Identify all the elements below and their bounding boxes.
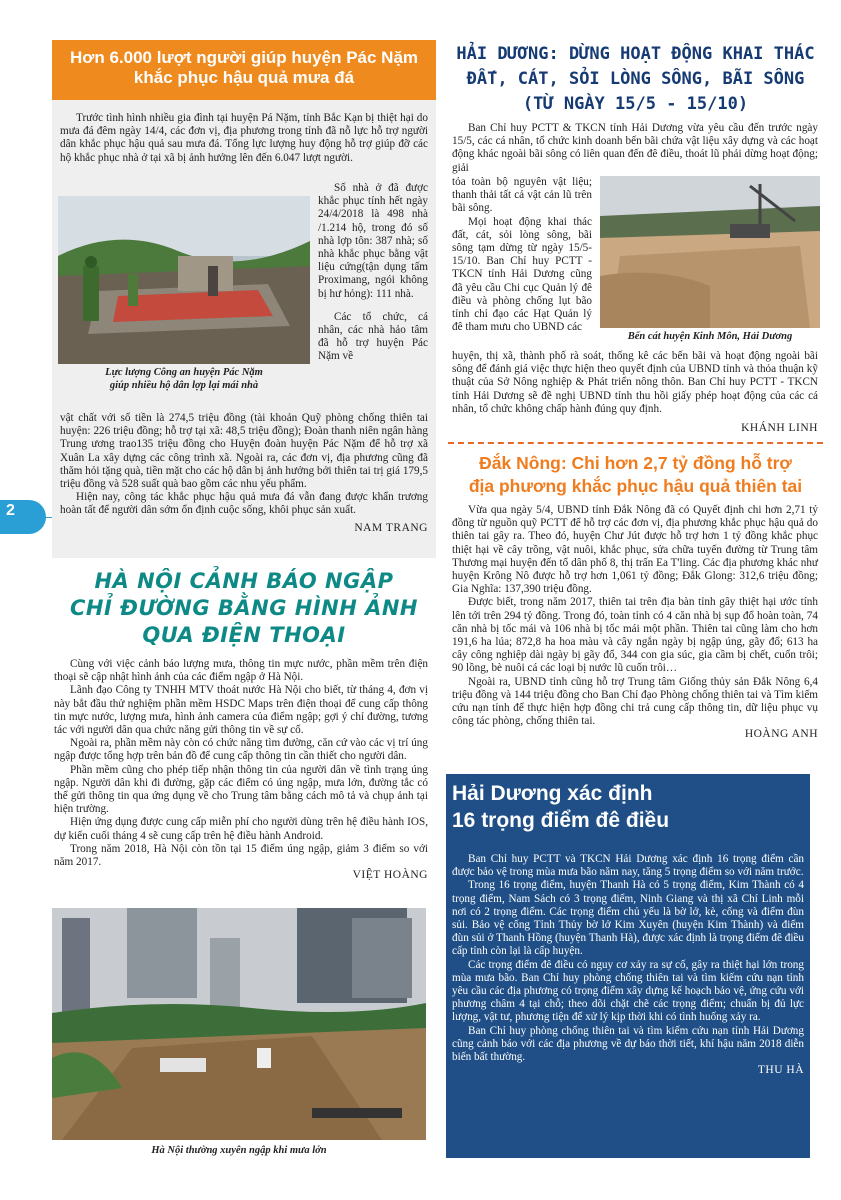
article-2-byline: VIỆT HOÀNG [352,869,428,882]
article-1-caption [58,366,310,392]
article-5-byline: THU HÀ [757,1064,804,1077]
article-1-title-line-1: Hơn 6.000 lượt người giúp huyện Pác Nặm [69,48,419,67]
article-5-title [452,780,669,834]
article-1-lead [60,112,428,165]
article-2-paragraph-4: Phần mềm cũng cho phép tiếp nhận thông tin của người dân về tình trạng úng ngập. Người dân khi đi đường, gặp các điểm có úng ngập, mưa lớn, đường tắc có thể gửi thông tin qua ứng dụng về cho Trung tâm bằng cách mô tả và chụp ảnh tại hiện trường. [54,763,428,816]
article-1-side-column [318,182,428,364]
article-1-title [52,40,436,100]
article-4-paragraph-1: Vừa qua ngày 5/4, UBND tỉnh Đắk Nông đã có Quyết định chi hơn 2,71 tỷ đồng từ nguồn quỹ PCTT để hỗ trợ các đơn vị, địa phương khắc phục hậu quả do thiên tai gây ra. Theo đó, huyện Chư Jút được hỗ trợ hơn 1 tỷ đồng khắc phục thiệt hại về cây trồng, vật nuôi, khắc phục, sửa chữa tuyến đường từ Trung tâm Thương mại huyện đến tổ dân phố 8, thị trấn Ea T'ling. Các địa phương khác như huyện Krông Nô được hỗ trợ hơn 1,061 tỷ đồng; Đắk Glong: 312,6 triệu đồng; Gia Nghĩa: 137,390 triệu đồng. [452,504,818,596]
article-1-caption-line-1: Lực lượng Công an huyện Pác Nặm [105,367,263,378]
article-2-title-line-3: QUA ĐIỆN THOẠI [142,623,346,647]
article-4-title-line-1: Đắk Nông: Chi hơn 2,7 tỷ đồng hỗ trợ [479,453,792,473]
article-2-paragraph-5: Hiện ứng dụng được cung cấp miễn phí cho người dùng trên hệ điều hành IOS, dự kiến cuối tháng 4 sẽ cung cấp trên hệ điều hành Android. [54,816,428,842]
article-3-continuation [452,350,818,435]
article-3-paragraph-1b: tỏa toàn bộ nguyên vật liệu; thanh thải tất cả vật cản lũ trên bãi sông. [452,176,592,215]
article-1-paragraph-3a: Các tổ chức, cá nhân, các nhà hảo tâm đã hỗ trợ huyện Pác Nặm về [318,310,428,363]
article-3-paragraph-1a: Ban Chỉ huy PCTT & TKCN tỉnh Hải Dương vừa yêu cầu đến trước ngày 15/5, các cá nhân, tổ chức kinh doanh bến bãi chứa vật liệu xây dựng và các hoạt động khác ngoài bãi sông có liên quan đến đê điều, thoát lũ phải dừng hoạt động; giải [452,122,818,174]
article-3-title-line-1: HẢI DƯƠNG: DỪNG HOẠT ĐỘNG KHAI THÁC [456,44,815,64]
article-5-body [452,853,804,1077]
article-1-paragraph-1: Trước tình hình nhiều gia đình tại huyện Pá Nặm, tỉnh Bắc Kạn bị thiệt hại do mưa đá đêm ngày 14/4, các đơn vị, địa phương trong tỉnh đã nỗ lực hỗ trợ người dân khắc phục hậu quả sau mưa đá. Tổng lực lượng huy động hỗ trợ giúp đỡ các hộ khắc phục nhà ở tại xã bị ảnh hưởng lên đến 6.047 lượt người. [60,112,428,164]
article-5-title-line-2: 16 trọng điểm đê điều [452,809,670,832]
article-3-caption: Bến cát huyện Kinh Môn, Hải Dương [627,331,793,342]
article-2-paragraph-3: Ngoài ra, phần mềm này còn có chức năng tìm đường, căn cứ vào các vị trí úng ngập được tổng hợp trên bản đồ để cung cấp thông tin cần thiết cho người dân. [54,737,428,763]
article-2-photo [52,908,426,1140]
article-4-paragraph-3: Ngoài ra, UBND tỉnh cũng hỗ trợ Trung tâm Giống thủy sản Đắk Nông 6,4 triệu đồng và 144 triệu đồng cho Ban Chỉ đạo Phòng chống thiên tai và Tìm kiếm cứu nạn tỉnh để thực hiện hợp đồng chi trả cung cấp thông tin, dữ liệu phục vụ công tác phòng, chống thiên tai. [452,675,818,728]
article-2-paragraph-6: Trong năm 2018, Hà Nội còn tồn tại 15 điểm úng ngập, giảm 3 điểm so với năm 2017. [54,842,428,869]
section-divider [448,442,823,444]
article-1-photo [58,196,310,364]
article-2-title-line-1: HÀ NỘI CẢNH BÁO NGẬP [94,569,394,593]
article-3-title [448,42,823,117]
article-3-photo [600,176,820,328]
article-2-title [52,568,436,649]
page-number: 2 [6,502,15,519]
article-2-title-line-2: CHỈ ĐƯỜNG BẰNG HÌNH ẢNH [69,596,419,620]
article-1-paragraph-4: Hiện nay, công tác khắc phục hậu quả mưa đá vẫn đang được khẩn trương hoàn tất để người dân sớm ổn định cuộc sống, khôi phục sản xuất. [60,491,428,517]
article-2-body [54,658,428,882]
article-5-paragraph-2: Trong 16 trọng điểm, huyện Thanh Hà có 5 trọng điểm, Kim Thành có 4 trọng điểm, Nam Sách có 3 trọng điểm, Ninh Giang và thị xã Chí Linh mỗi nơi có 2 trọng điểm. Các trọng điểm chủ yếu là bờ lở, kè, cống và điểm đùn sủi. Bảo vệ cống Tỉnh Thủy bờ lở Kim Xuyên (huyện Kim Thành) và điểm đùn sủi ở Thanh Hồng (huyện Thanh Hà), được xác định là trọng điểm đê điều cấp tỉnh còn lại là cấp huyện. [452,879,804,958]
article-3-byline: KHÁNH LINH [741,422,818,435]
article-2-paragraph-1: Cùng với việc cảnh báo lượng mưa, thông tin mực nước, phần mềm trên điện thoại sẽ cập nhật hình ảnh của các điểm ngập ở Hà Nội. [54,658,428,684]
article-4-body [452,504,818,742]
article-4-byline: HOÀNG ANH [744,728,818,741]
article-2-paragraph-2: Lãnh đạo Công ty TNHH MTV thoát nước Hà Nội cho biết, từ tháng 4, đơn vị này bắt đầu thử nghiệm phần mềm HSDC Maps trên điện thoại để cung cấp thông tin mực nước, lượng mưa, hình ảnh camera của điểm ngập; gợi ý chỉ đường, tương tác với người dân qua chức năng gửi thông tin về sự cố. [54,684,428,737]
article-3-side-column [452,176,592,334]
article-3-paragraph-2a: Mọi hoạt động khai thác đất, cát, sỏi lòng sông, bãi sông tạm dừng từ ngày 15/5-15/10. Ban Chỉ huy PCTT - TKCN tỉnh Hải Dương cũng đã yêu cầu Chi cục Quản lý đê điều và phòng chống lụt bão tỉnh chỉ đạo các Hạt Quản lý đê tham mưu cho UBND các [452,215,592,334]
article-3-lead [452,122,818,175]
article-1-caption-line-2: giúp nhiều hộ dân lợp lại mái nhà [109,380,259,391]
article-3-title-line-3: (TỪ NGÀY 15/5 - 15/10) [522,94,749,114]
article-4-paragraph-2: Được biết, trong năm 2017, thiên tai trên địa bàn tỉnh gây thiệt hại ước tính lên tới trên 294 tỷ đồng. Trong đó, toàn tỉnh có 4 căn nhà bị sụp đổ hoàn toàn, 74 căn nhà bị tốc mái và 106 nhà bị tốc mái một phần. Thiên tai cũng làm cho hơn 191,6 ha lúa; 872,8 ha hoa màu và cây ngắn ngày bị ngập úng, gãy đổ; 613 ha cây công nghiệp dài ngày bị gãy đổ, 344 con gia súc, gia cầm bị chết, cuốn trôi; 90 lồng, bè nuôi cá các loại bị nước lũ cuốn trôi… [452,596,818,675]
article-1-continuation [60,412,428,535]
article-3-title-line-2: ĐẤT, CÁT, SỎI LÒNG SÔNG, BÃI SÔNG [466,69,805,89]
article-1-byline: NAM TRANG [354,521,428,534]
article-1-paragraph-2: Số nhà ở đã được khắc phục tính hết ngày 24/4/2018 là 498 nhà /1.214 hộ, trong đó số nhà lợp tôn: 387 nhà; số nhà khắc phục bằng vật liệu cứng(tận dụng tấm Proximang, ngói không bị hư hỏng): 111 nhà. [318,182,428,300]
article-5-paragraph-3: Các trọng điểm đê điều có nguy cơ xảy ra sự cố, gây ra thiệt hại lớn trong mùa mưa bão. Ban Chỉ huy phòng chống thiên tai và tìm kiếm cứu nạn tỉnh yêu cầu các địa phương có trọng điểm xây dựng kế hoạch bảo vệ, ứng cứu với phương châm 4 tại chỗ; theo dõi chặt chẽ các trọng điểm; chuẩn bị đủ lực lượng, vật tư, phương tiện để xử lý kịp thời khi có tình huống xảy ra. [452,958,804,1024]
article-3-paragraph-2b: huyện, thị xã, thành phố rà soát, thống kê các bến bãi và hoạt động ngoài bãi sông để đánh giá việc thực hiện theo quyết định của UBND tỉnh và thỏa thuận kỹ thuật của Sở Nông nghiệp & Phát triển nông thôn. Ban Chỉ huy PCTT - TKCN tỉnh Hải Dương sẽ đề nghị UBND tỉnh thu hồi giấy phép hoạt động của các cá nhân, tổ chức không chấp hành đúng quy định. [452,350,818,415]
article-5-paragraph-4: Ban Chỉ huy phòng chống thiên tai và tìm kiếm cứu nạn tỉnh Hải Dương cũng cảnh báo với các địa phương về dự báo thời tiết, khí hậu năm 2018 diễn biến bất thường. [452,1024,804,1064]
article-5-paragraph-1: Ban Chỉ huy PCTT và TKCN Hải Dương xác định 16 trọng điểm cần được bảo vệ trong mùa mưa bão năm nay, tăng 5 trọng điểm so với năm trước. [452,853,804,879]
article-4-title [448,452,823,498]
article-1-paragraph-3b: vật chất với số tiền là 274,5 triệu đồng (tài khoản Quỹ phòng chống thiên tai huyện: 226 triệu đồng; hỗ trợ tại xã: 48,5 triệu đồng); Đoàn thanh niên ngân hàng Trung ương trao135 triệu đồng cho Huyện đoàn huyện Pác Nặm để hỗ trợ xã Xuân La xây dựng các công trình xã. Ngoài ra, các đơn vị, địa phương cũng đã thăm hỏi tặng quà, tiền mặt cho các hộ dân bị ảnh hưởng bởi thiên tai trị giá 179,5 triệu đồng và 528 suất quà bao gồm các nhu yếu phẩm. [60,412,428,491]
article-5-title-line-1: Hải Dương xác định [452,782,653,805]
article-4-title-line-2: địa phương khắc phục hậu quả thiên tai [468,476,803,496]
article-2-caption: Hà Nội thường xuyên ngập khi mưa lớn [151,1145,327,1156]
article-1-title-line-2: khắc phục hậu quả mưa đá [133,68,355,87]
